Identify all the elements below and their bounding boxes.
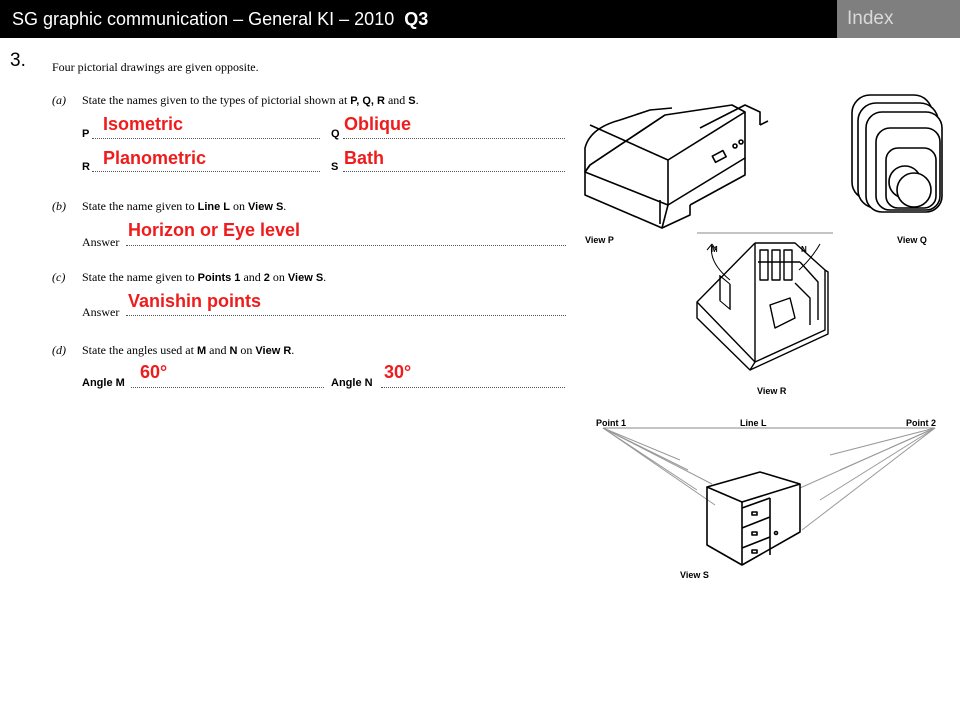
intro-text: Four pictorial drawings are given opposite. — [52, 60, 259, 74]
answer-p: Isometric — [103, 114, 184, 134]
part-a-prompt: State the names given to the types of pictorial shown at P, Q, R and S. — [82, 93, 419, 107]
view-p-drawing — [585, 105, 768, 228]
question-tag: Q3 — [404, 9, 429, 29]
point-1-label: Point 1 — [596, 418, 627, 428]
view-q-drawing — [852, 95, 942, 212]
part-c-answer-label: Answer — [82, 305, 120, 319]
part-d-prompt: State the angles used at M and N on View R. — [82, 343, 295, 357]
part-b-answer-label: Answer — [82, 235, 120, 249]
slide-title: SG graphic communication – General KI – 2010 — [12, 9, 395, 29]
letter-p: P — [82, 128, 90, 140]
answer-angle-m: 60° — [140, 362, 168, 382]
answer-angle-n: 30° — [384, 362, 412, 382]
point-2-label: Point 2 — [906, 418, 937, 428]
letter-s: S — [331, 161, 339, 173]
label-n: N — [801, 245, 807, 254]
answer-b: Horizon or Eye level — [128, 220, 301, 240]
index-button[interactable]: Index — [837, 0, 960, 38]
label-m: M — [711, 245, 718, 254]
view-q-caption: View Q — [897, 235, 927, 245]
answer-q: Oblique — [344, 114, 411, 134]
angle-n-label: Angle N — [331, 377, 373, 389]
answer-c: Vanishin points — [128, 291, 262, 311]
part-a-label: (a) — [52, 93, 66, 107]
view-p-caption: View P — [585, 235, 614, 245]
view-s-drawing — [603, 428, 935, 565]
part-c-label: (c) — [52, 270, 66, 284]
part-d-label: (d) — [52, 343, 66, 357]
line-l-label: Line L — [740, 418, 767, 428]
view-r-caption: View R — [757, 386, 787, 396]
part-b-label: (b) — [52, 199, 66, 213]
answer-s: Bath — [344, 148, 384, 168]
angle-m-label: Angle M — [82, 377, 125, 389]
part-b-prompt: State the name given to Line L on View S. — [82, 199, 287, 213]
answer-r: Planometric — [103, 148, 207, 168]
letter-q: Q — [331, 128, 340, 140]
view-s-caption: View S — [680, 570, 709, 580]
part-c-prompt: State the name given to Points 1 and 2 on View S. — [82, 270, 327, 284]
letter-r: R — [82, 161, 90, 173]
question-number: 3. — [10, 50, 26, 71]
